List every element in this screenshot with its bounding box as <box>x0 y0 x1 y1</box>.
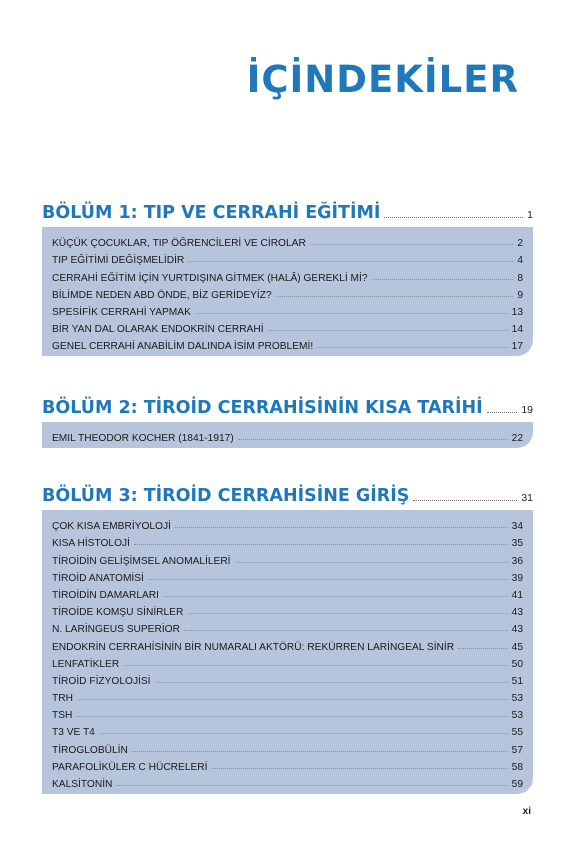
toc-entry[interactable] <box>52 601 523 618</box>
toc-entry-title: KALSİTONİN <box>52 779 113 790</box>
leader-dots <box>235 561 508 563</box>
toc-entry[interactable] <box>52 515 523 532</box>
chapter-page-number: 19 <box>521 404 533 416</box>
toc-entry[interactable] <box>52 532 523 549</box>
page-title: İÇİNDEKİLER <box>246 58 519 101</box>
leader-dots <box>212 767 508 769</box>
leader-dots <box>155 681 508 683</box>
chapter-1 <box>42 199 533 356</box>
toc-entry[interactable] <box>52 266 523 283</box>
toc-entry-title: TİROİD FİZYOLOJİSİ <box>52 675 151 687</box>
leader-dots <box>116 784 507 786</box>
chapter-page-number: 31 <box>521 492 533 504</box>
toc-entry-page: 51 <box>511 675 523 687</box>
toc-entry[interactable] <box>52 318 523 335</box>
leader-dots <box>384 216 523 218</box>
toc-entry-page: 58 <box>511 761 523 773</box>
chapter-entries-box <box>42 422 533 448</box>
leader-dots <box>195 312 508 314</box>
toc-entry-page: 22 <box>511 433 523 445</box>
leader-dots <box>276 295 514 297</box>
toc-entry[interactable] <box>52 549 523 566</box>
toc-entry-title: CERRAHİ EĞİTİM İÇİN YURTDIŞINA GİTMEK (HALÂ) GEREKLİ Mİ? <box>52 272 368 284</box>
toc-entry-page: 59 <box>511 779 523 790</box>
toc-entry[interactable] <box>52 670 523 687</box>
toc-entry-title: BİR YAN DAL OLARAK ENDOKRİN CERRAHİ <box>52 324 264 336</box>
leader-dots <box>123 664 507 666</box>
leader-dots <box>175 526 508 528</box>
toc-entry[interactable] <box>52 618 523 635</box>
toc-entry-title: TİROİDİN GELİŞİMSEL ANOMALİLERİ <box>52 555 231 567</box>
leader-dots <box>317 346 507 348</box>
toc-entry-page: 55 <box>511 727 523 739</box>
toc-entry[interactable] <box>52 653 523 670</box>
leader-dots <box>310 243 514 245</box>
toc-entry-title: TİROİD ANATOMİSİ <box>52 572 144 584</box>
chapter-2 <box>42 394 533 448</box>
toc-entry-title: SPESİFİK CERRAHİ YAPMAK <box>52 306 191 318</box>
toc-entry[interactable] <box>52 738 523 755</box>
toc-entry[interactable] <box>52 567 523 584</box>
leader-dots <box>99 732 508 734</box>
toc-entry[interactable] <box>52 635 523 652</box>
toc-entry-page: 41 <box>511 589 523 601</box>
leader-dots <box>148 578 508 580</box>
toc-entry-page: 53 <box>511 710 523 722</box>
toc-entry-page: 17 <box>511 341 523 353</box>
toc-entry-page: 43 <box>511 624 523 636</box>
toc-entry[interactable] <box>52 584 523 601</box>
toc-entry[interactable] <box>52 232 523 249</box>
toc-entry-page: 9 <box>517 289 523 301</box>
leader-dots <box>188 260 513 262</box>
toc-entry[interactable] <box>52 284 523 301</box>
toc-entry-title: LENFATİKLER <box>52 658 120 670</box>
chapter-heading[interactable] <box>42 394 533 418</box>
leader-dots <box>268 329 508 331</box>
toc-entry-page: 39 <box>511 572 523 584</box>
toc-entry-page: 13 <box>511 306 523 318</box>
leader-dots <box>132 750 508 752</box>
leader-dots <box>76 715 507 717</box>
toc-entry-title: ÇOK KISA EMBRİYOLOJİ <box>52 521 171 533</box>
leader-dots <box>187 612 507 614</box>
toc-entry-title: TİROİDİN DAMARLARI <box>52 589 159 601</box>
toc-entry-page: 57 <box>511 744 523 756</box>
toc-entry-title: KISA HİSTOLOJİ <box>52 538 130 550</box>
leader-dots <box>413 499 517 501</box>
chapter-heading[interactable] <box>42 199 533 223</box>
toc-entry[interactable] <box>52 721 523 738</box>
page-number: xi <box>522 806 531 817</box>
toc-entry[interactable] <box>52 427 523 444</box>
leader-dots <box>77 698 508 700</box>
toc-entry-page: 45 <box>511 641 523 653</box>
toc-entry-page: 53 <box>511 693 523 705</box>
chapter-entries-box <box>42 227 533 356</box>
leader-dots <box>238 438 508 440</box>
leader-dots <box>372 278 514 280</box>
leader-dots <box>458 647 508 649</box>
toc-entry[interactable] <box>52 756 523 773</box>
toc-entry-title: ENDOKRİN CERRAHİSİNİN BİR NUMARALI AKTÖRÜ: REKÜRREN LARİNGEAL SİNİR <box>52 641 455 653</box>
toc-entry-title: BİLİMDE NEDEN ABD ÖNDE, BİZ GERİDEYİZ? <box>52 289 272 301</box>
chapter-page-number: 1 <box>527 209 533 221</box>
chapter-heading[interactable] <box>42 482 533 506</box>
toc-entry-page: 35 <box>511 538 523 550</box>
toc-entry-title: TSH <box>52 710 73 722</box>
toc-entry-page: 14 <box>511 324 523 336</box>
toc-entry-page: 4 <box>517 255 523 267</box>
toc-entry-title: TİROGLOBÜLİN <box>52 744 128 756</box>
toc-entry-title: N. LARİNGEUS SUPERİOR <box>52 624 180 636</box>
toc-entry[interactable] <box>52 687 523 704</box>
toc-entry[interactable] <box>52 704 523 721</box>
toc-entry-title: TRH <box>52 693 73 705</box>
chapter-title: BÖLÜM 2: TİROİD CERRAHİSİNİN KISA TARİHİ <box>42 398 483 418</box>
toc-entry-title: T3 VE T4 <box>52 727 95 739</box>
toc-entry-title: PARAFOLİKÜLER C HÜCRELERİ <box>52 761 208 773</box>
chapter-title: BÖLÜM 1: TIP VE CERRAHİ EĞİTİMİ <box>42 203 381 223</box>
toc-entry-page: 2 <box>517 238 523 250</box>
chapter-entries-box <box>42 510 533 794</box>
toc-entry[interactable] <box>52 249 523 266</box>
toc-entry-page: 50 <box>511 658 523 670</box>
leader-dots <box>134 543 508 545</box>
toc-entry-title: TIP EĞİTİMİ DEĞİŞMELİDİR <box>52 255 185 267</box>
toc-entry[interactable] <box>52 301 523 318</box>
toc-entry-page: 36 <box>511 555 523 567</box>
leader-dots <box>184 629 508 631</box>
leader-dots <box>163 595 508 597</box>
toc-entry[interactable] <box>52 773 523 790</box>
toc-entry[interactable] <box>52 335 523 352</box>
chapter-3 <box>42 482 533 794</box>
toc-entry-page: 8 <box>517 272 523 284</box>
chapter-title: BÖLÜM 3: TİROİD CERRAHİSİNE GİRİŞ <box>42 486 410 506</box>
toc-entry-page: 34 <box>511 521 523 533</box>
toc-entry-page: 43 <box>511 607 523 619</box>
toc-entry-title: GENEL CERRAHİ ANABİLİM DALINDA İSİM PROBLEMİ! <box>52 341 314 353</box>
toc-entry-title: KÜÇÜK ÇOCUKLAR, TIP ÖĞRENCİLERİ VE CİROLAR <box>52 238 306 250</box>
leader-dots <box>487 411 518 413</box>
toc-entry-title: EMIL THEODOR KOCHER (1841-1917) <box>52 433 234 445</box>
toc-entry-title: TİROİDE KOMŞU SİNİRLER <box>52 607 184 619</box>
